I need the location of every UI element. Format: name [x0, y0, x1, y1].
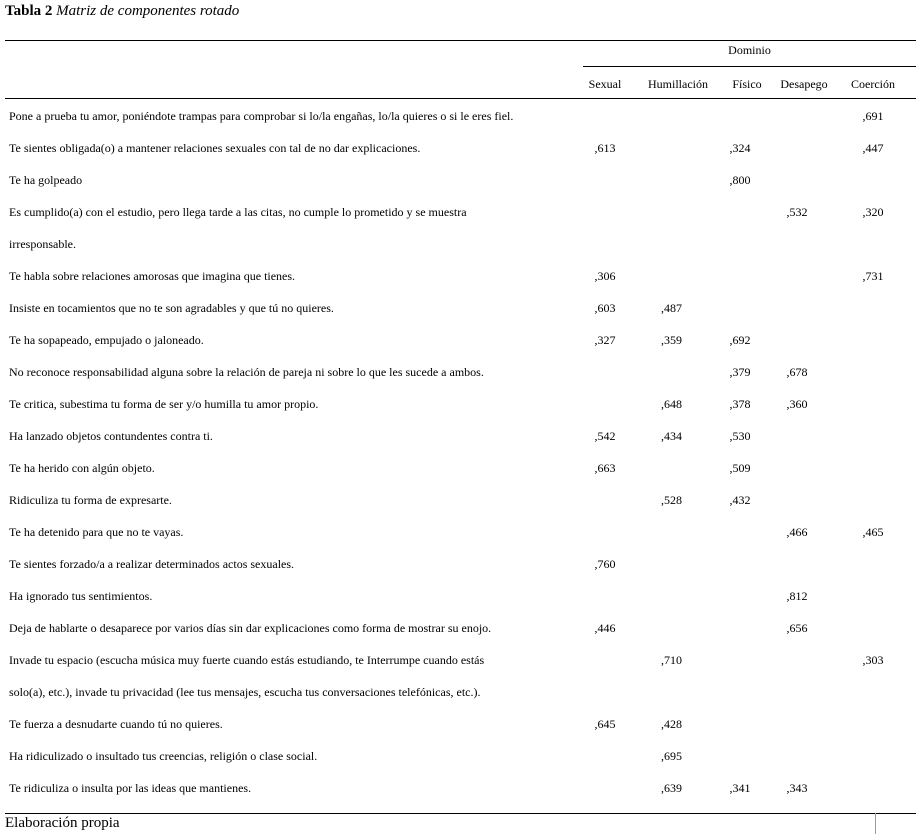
- loading-cell: ,303: [862, 653, 884, 667]
- loading-cell: [627, 196, 716, 260]
- loading-cell: ,731: [862, 269, 884, 283]
- loading-cell: [764, 644, 830, 708]
- item-line: Te ha sopapeado, empujado o jaloneado.: [9, 333, 204, 347]
- loading-cell: ,379: [729, 365, 751, 379]
- table-title: Matriz de componentes rotado: [56, 3, 240, 19]
- loading-cell: ,695: [661, 749, 682, 763]
- loading-cell: ,800: [729, 173, 751, 187]
- loading-cell: [716, 100, 764, 132]
- item-text: [5, 740, 583, 772]
- loading-cell: [583, 356, 627, 388]
- loading-cell: [830, 292, 916, 324]
- loading-cell: ,359: [661, 333, 682, 347]
- loading-cell: ,663: [594, 461, 616, 475]
- table-row: [5, 292, 916, 324]
- table-caption: [5, 3, 239, 20]
- loading-cell: [830, 708, 916, 740]
- item-line: Invade tu espacio (escucha música muy fuerte cuando estás estudiando, te Interrumpe cuando estás: [9, 653, 485, 667]
- loading-cell: ,378: [729, 397, 751, 411]
- loading-cell: [716, 260, 764, 292]
- bottom-rule: [5, 813, 916, 814]
- loading-cell: [764, 548, 830, 580]
- table-row: [5, 644, 916, 708]
- item-text: [5, 388, 583, 420]
- loading-cell: [583, 484, 627, 516]
- item-line: Ha ignorado tus sentimientos.: [9, 589, 153, 603]
- item-line: Deja de hablarte o desaparece por varios días sin dar explicaciones como forma de mostrar su enojo.: [9, 621, 492, 635]
- loading-cell: ,343: [786, 781, 808, 795]
- column-header-sexual: Sexual: [588, 77, 622, 91]
- loading-cell: [627, 516, 716, 548]
- loading-cell: [627, 132, 716, 164]
- loading-cell: [716, 644, 764, 708]
- item-text: [5, 644, 583, 708]
- table-row: [5, 740, 916, 772]
- item-text: [5, 484, 583, 516]
- loading-cell: ,639: [661, 781, 682, 795]
- loading-cell: [583, 580, 627, 612]
- loading-cell: ,447: [862, 141, 884, 155]
- loading-cell: [830, 324, 916, 356]
- loading-cell: [764, 260, 830, 292]
- loading-cell: [764, 708, 830, 740]
- loading-cell: ,542: [594, 429, 616, 443]
- item-line: Ha ridiculizado o insultado tus creencias, religión o clase social.: [9, 749, 318, 763]
- item-text: [5, 164, 583, 196]
- item-line: irresponsable.: [9, 237, 76, 251]
- item-text: [5, 580, 583, 612]
- loading-cell: [764, 452, 830, 484]
- loading-cell: ,432: [729, 493, 751, 507]
- loading-cell: [627, 548, 716, 580]
- loading-cell: [716, 580, 764, 612]
- item-line: Te sientes obligada(o) a mantener relaciones sexuales con tal de no dar explicaciones.: [9, 141, 421, 155]
- item-line: Es cumplido(a) con el estudio, pero llega tarde a las citas, no cumple lo prometido y se muestra: [9, 205, 467, 219]
- loading-cell: ,487: [661, 301, 682, 315]
- loading-cell: ,613: [594, 141, 616, 155]
- loading-cell: ,327: [594, 333, 616, 347]
- loading-cell: ,528: [661, 493, 682, 507]
- loading-cell: ,812: [786, 589, 808, 603]
- loading-cell: [830, 356, 916, 388]
- loading-cell: [830, 420, 916, 452]
- loading-cell: [764, 420, 830, 452]
- loading-cell: ,532: [786, 205, 808, 219]
- item-text: [5, 132, 583, 164]
- table-row: [5, 388, 916, 420]
- loading-cell: ,678: [786, 365, 808, 379]
- loading-cell: [627, 612, 716, 644]
- item-text: [5, 772, 583, 804]
- loading-cell: ,324: [729, 141, 751, 155]
- loading-cell: ,320: [862, 205, 884, 219]
- loading-cell: [583, 388, 627, 420]
- table-row: [5, 708, 916, 740]
- loading-cell: [830, 484, 916, 516]
- item-line: Ridiculiza tu forma de expresarte.: [9, 493, 172, 507]
- loading-cell: [830, 772, 916, 804]
- item-line: No reconoce responsabilidad alguna sobre la relación de pareja ni sobre lo que les sucede a ambos.: [9, 365, 484, 379]
- item-text: [5, 292, 583, 324]
- loading-cell: [583, 772, 627, 804]
- item-line: Ha lanzado objetos contundentes contra ti.: [9, 429, 213, 443]
- loading-cell: [716, 740, 764, 772]
- component-matrix-table: [5, 100, 916, 804]
- item-line: Te ha detenido para que no te vayas.: [9, 525, 184, 539]
- table-body: [5, 100, 916, 804]
- header-rule: [5, 98, 916, 99]
- loading-cell: ,428: [661, 717, 682, 731]
- item-text: [5, 548, 583, 580]
- table-number: Tabla 2: [5, 3, 53, 19]
- loading-cell: ,692: [729, 333, 751, 347]
- loading-cell: ,465: [862, 525, 884, 539]
- item-text: [5, 196, 583, 260]
- item-line: solo(a), etc.), invade tu privacidad (lee tus mensajes, escucha tus conversaciones telefónicas, etc.).: [9, 685, 481, 699]
- table-row: [5, 260, 916, 292]
- domain-underline: [583, 66, 916, 67]
- domain-group-header: Dominio: [728, 43, 771, 57]
- loading-cell: ,466: [786, 525, 808, 539]
- item-text: [5, 516, 583, 548]
- loading-cell: [830, 740, 916, 772]
- loading-cell: [830, 580, 916, 612]
- loading-cell: ,603: [594, 301, 616, 315]
- loading-cell: ,656: [786, 621, 808, 635]
- table-row: [5, 612, 916, 644]
- loading-cell: [830, 612, 916, 644]
- loading-cell: [583, 164, 627, 196]
- item-text: [5, 356, 583, 388]
- table-row: [5, 548, 916, 580]
- item-line: Te sientes forzado/a a realizar determinados actos sexuales.: [9, 557, 295, 571]
- loading-cell: [583, 740, 627, 772]
- edge-mark: [875, 813, 876, 834]
- loading-cell: [764, 132, 830, 164]
- loading-cell: [627, 356, 716, 388]
- column-header-desapego: Desapego: [780, 77, 828, 91]
- loading-cell: ,341: [729, 781, 751, 795]
- loading-cell: [716, 292, 764, 324]
- loading-cell: [716, 612, 764, 644]
- loading-cell: ,446: [594, 621, 616, 635]
- loading-cell: [830, 164, 916, 196]
- loading-cell: ,760: [594, 557, 616, 571]
- item-text: [5, 100, 583, 132]
- table-row: [5, 100, 916, 132]
- loading-cell: [627, 452, 716, 484]
- loading-cell: ,710: [661, 653, 682, 667]
- table-row: [5, 324, 916, 356]
- item-line: Te fuerza a desnudarte cuando tú no quieres.: [9, 717, 223, 731]
- item-line: Te critica, subestima tu forma de ser y/o humilla tu amor propio.: [9, 397, 319, 411]
- loading-cell: [830, 548, 916, 580]
- item-text: [5, 324, 583, 356]
- item-text: [5, 420, 583, 452]
- item-line: Pone a prueba tu amor, poniéndote trampas para comprobar si lo/la engañas, lo/la quieres o si le eres fiel.: [9, 109, 514, 123]
- item-line: Te ridiculiza o insulta por las ideas que mantienes.: [9, 781, 252, 795]
- loading-cell: ,434: [661, 429, 682, 443]
- item-line: Te ha herido con algún objeto.: [9, 461, 155, 475]
- loading-cell: [583, 644, 627, 708]
- loading-cell: [830, 388, 916, 420]
- item-line: Insiste en tocamientos que no te son agradables y que tú no quieres.: [9, 301, 334, 315]
- table-row: [5, 356, 916, 388]
- loading-cell: ,530: [729, 429, 751, 443]
- loading-cell: [716, 548, 764, 580]
- loading-cell: [583, 196, 627, 260]
- loading-cell: [627, 100, 716, 132]
- item-text: [5, 708, 583, 740]
- table-row: [5, 452, 916, 484]
- loading-cell: [627, 580, 716, 612]
- loading-cell: [716, 708, 764, 740]
- table-row: [5, 580, 916, 612]
- item-text: [5, 452, 583, 484]
- loading-cell: [764, 484, 830, 516]
- loading-cell: [627, 260, 716, 292]
- loading-cell: ,645: [594, 717, 616, 731]
- loading-cell: [627, 164, 716, 196]
- table-row: [5, 420, 916, 452]
- table-row: [5, 516, 916, 548]
- loading-cell: [716, 196, 764, 260]
- column-header-coercion: Coerción: [851, 77, 895, 91]
- item-line: Te habla sobre relaciones amorosas que imagina que tienes.: [9, 269, 296, 283]
- loading-cell: [716, 516, 764, 548]
- table-row: [5, 772, 916, 804]
- loading-cell: [764, 324, 830, 356]
- loading-cell: [583, 516, 627, 548]
- loading-cell: ,691: [862, 109, 884, 123]
- loading-cell: [764, 740, 830, 772]
- top-rule: [5, 40, 916, 41]
- loading-cell: ,509: [729, 461, 751, 475]
- loading-cell: [583, 100, 627, 132]
- item-line: Te ha golpeado: [9, 173, 83, 187]
- table-row: [5, 484, 916, 516]
- loading-cell: [764, 292, 830, 324]
- loading-cell: [830, 452, 916, 484]
- loading-cell: ,360: [786, 397, 808, 411]
- item-text: [5, 612, 583, 644]
- loading-cell: ,306: [594, 269, 616, 283]
- item-text: [5, 260, 583, 292]
- loading-cell: [764, 164, 830, 196]
- table-note: Elaboración propia: [5, 815, 120, 831]
- loading-cell: [764, 100, 830, 132]
- loading-cell: ,648: [661, 397, 682, 411]
- table-row: [5, 132, 916, 164]
- table-row: [5, 196, 916, 260]
- column-header-humillacion: Humillación: [648, 77, 708, 91]
- column-header-fisico: Físico: [732, 77, 762, 91]
- table-row: [5, 164, 916, 196]
